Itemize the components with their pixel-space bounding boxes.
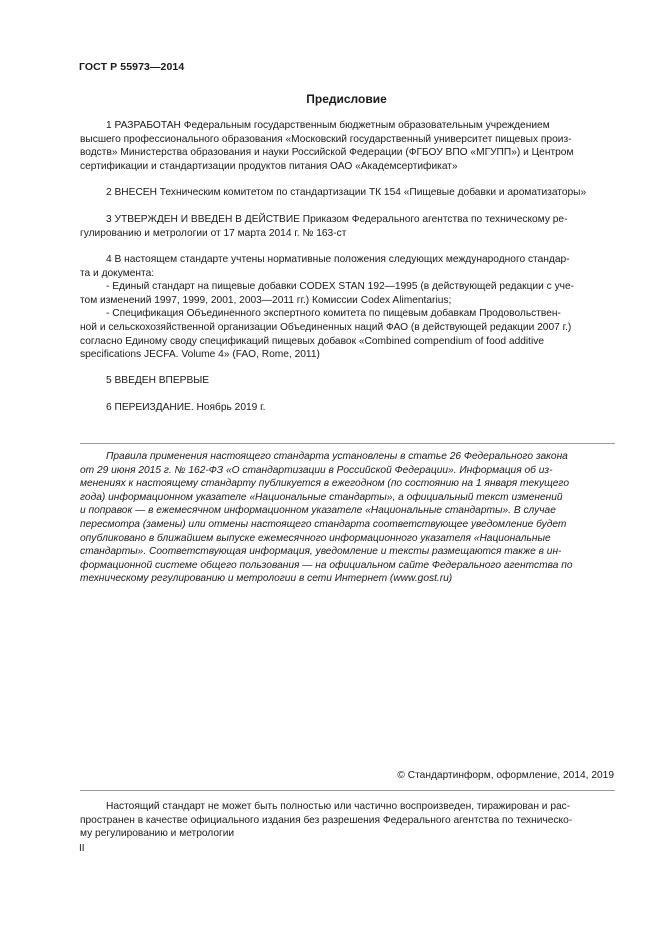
item5-text: 5 ВВЕДЕН ВПЕРВЫЕ [106, 375, 210, 386]
item1-line: сертификации и стандартизации продуктов питания ОАО «Академсертификат» [80, 160, 458, 172]
item4-line: specifications JECFA. Volume 4» (FAO, Rome, 2011) [80, 349, 320, 361]
item4-line-text: 4 В настоящем стандарте учтены нормативные положения следующих международного стандар- [106, 254, 570, 265]
notice-line: года) информационном указателе «Национальные стандарты», а официальный текст изменений [80, 491, 563, 503]
foreword-item-2 [80, 186, 615, 200]
divider-top [80, 443, 615, 444]
reproduction-line: му регулированию и метрологии [80, 828, 235, 840]
legal-notice [80, 450, 615, 586]
item4-line: ной и сельскохозяйственной организации Объединенных наций ФАО (в действующей редакции 2007 г.) [80, 321, 572, 333]
item2-line [80, 186, 615, 200]
notice-line: формационной системе общего пользования — на официальном сайте Федерального агентства по [80, 559, 573, 571]
foreword-item-4 [80, 253, 615, 362]
reproduction-notice [80, 800, 615, 841]
item2-text: 2 ВНЕСЕН Техническим комитетом по стандартизации ТК 154 «Пищевые добавки и ароматизаторы» [106, 187, 587, 198]
notice-line: и поправок — в ежемесячном информационном указателе «Национальные стандарты». В случае [80, 505, 556, 517]
item3-line-text: 3 УТВЕРЖДЕН И ВВЕДЕН В ДЕЙСТВИЕ Приказом Федерального агентства по техническому ре- [106, 214, 568, 225]
item4-line [80, 307, 615, 321]
item6-text: 6 ПЕРЕИЗДАНИЕ. Ноябрь 2019 г. [106, 402, 266, 413]
notice-line: пересмотра (замены) или отмены настоящего стандарта соответствующее уведомление будет [80, 518, 567, 530]
notice-line: опубликовано в ближайшем выпуске ежемесячного информационного указателя «Национальные [80, 532, 551, 544]
item4-line: согласно Единому своду спецификаций пищевых добавок «Combined compendium of food additive [80, 335, 545, 347]
notice-line: менениях к настоящему стандарту публикуется в ежегодном (по состоянию на 1 января текущего [80, 478, 569, 490]
foreword-item-3 [80, 213, 615, 240]
reproduction-line: пространен в качестве официального издания без разрешения Федерального агентства по техническо- [80, 814, 573, 826]
item1-line-text: 1 РАЗРАБОТАН Федеральным государственным бюджетным образовательным учреждением [106, 120, 550, 131]
divider-bottom [80, 790, 615, 791]
notice-line: техническому регулированию и метрологии в сети Интернет (www.gost.ru) [80, 573, 453, 585]
item1-line [80, 119, 615, 133]
item4-line-text: - Спецификация Объединенного экспертного комитета по пищевым добавкам Продовольствен- [106, 308, 561, 320]
item4-line-text: - Единый стандарт на пищевые добавки CODEX STAN 192—1995 (в действующей редакции с уче- [106, 281, 575, 293]
copyright-line: © Стандартинформ, оформление, 2014, 2019 [397, 770, 614, 781]
foreword-item-5 [80, 374, 615, 388]
reproduction-line-text: Настоящий стандарт не может быть полностью или частично воспроизведен, тиражирован и рас- [106, 801, 571, 812]
foreword-item-1 [80, 119, 615, 173]
notice-line [80, 450, 615, 464]
item4-line: та и документа: [80, 267, 155, 279]
item3-line: гулированию и метрологии от 17 марта 2014 г. № 163-ст [80, 227, 347, 239]
item4-line [80, 253, 615, 267]
item4-line: том изменений 1997, 1999, 2001, 2003—2011 гг.) Комиссии Codex Alimentarius; [80, 294, 452, 306]
item6-line [80, 401, 615, 415]
item4-line [80, 280, 615, 294]
item5-line [80, 374, 615, 388]
notice-line: от 29 июня 2015 г. № 162-ФЗ «О стандартизации в Российской Федерации». Информация об из- [80, 464, 553, 476]
page-number: II [79, 843, 85, 854]
section-title [0, 92, 661, 106]
reproduction-line [80, 800, 615, 814]
foreword-item-6 [80, 401, 615, 415]
section-title-text: Предисловие [306, 92, 387, 106]
item3-line [80, 213, 615, 227]
document-code: ГОСТ Р 55973—2014 [79, 61, 185, 73]
notice-line-text: Правила применения настоящего стандарта установлены в статье 26 Федерального закона [106, 451, 568, 462]
item1-line: высшего профессионального образования «Московский государственный университет пищевых произ- [80, 133, 572, 145]
item1-line: водств» Министерства образования и науки Российской Федерации (ФГБОУ ВПО «МГУПП») и Центром [80, 147, 574, 159]
notice-line: стандарты». Соответствующая информация, уведомление и тексты размещаются также в ин- [80, 546, 562, 558]
